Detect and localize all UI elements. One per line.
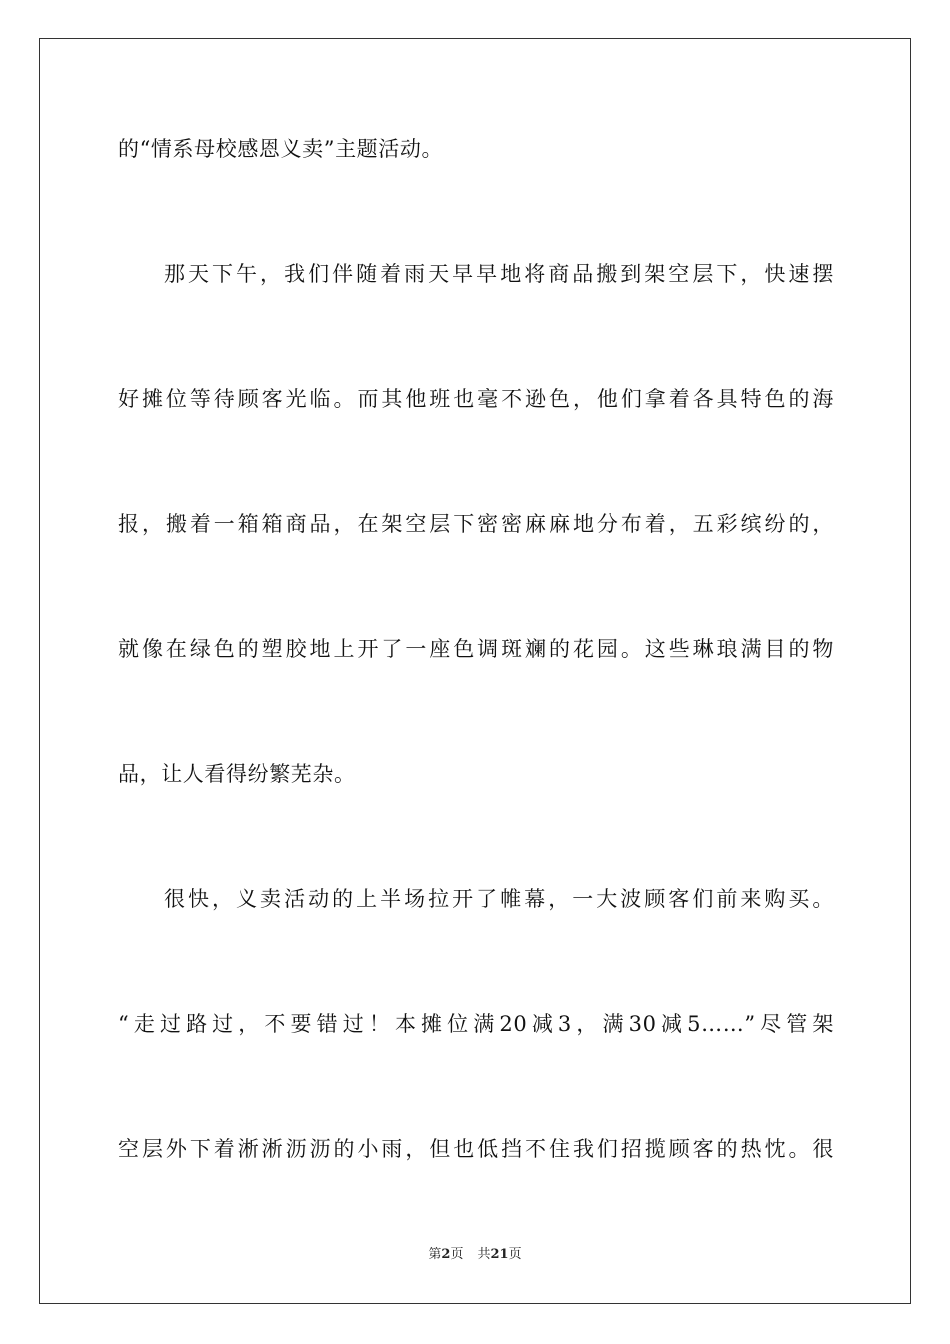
text-line-9: 空层外下着淅淅沥沥的小雨，但也低挡不住我们招揽顾客的热忱。很 <box>118 1137 834 1161</box>
page-prefix: 第 <box>428 1247 442 1262</box>
text-line-6: 品，让人看得纷繁芜杂。 <box>118 762 356 786</box>
text-line-7: 很快，义卖活动的上半场拉开了帷幕，一大波顾客们前来购买。 <box>164 887 834 911</box>
page-number: 2 <box>441 1247 451 1262</box>
page-suffix: 页 <box>450 1247 464 1262</box>
text-line-4: 报，搬着一箱箱商品，在架空层下密密麻麻地分布着，五彩缤纷的， <box>118 512 834 536</box>
text-line-2: 那天下午，我们伴随着雨天早早地将商品搬到架空层下，快速摆 <box>164 262 834 286</box>
text-line-1: 的“情系母校感恩义卖”主题活动。 <box>118 137 444 161</box>
page-frame <box>39 38 911 1304</box>
page-footer <box>0 1246 950 1264</box>
total-prefix: 共 <box>477 1247 491 1262</box>
total-pages: 21 <box>490 1247 509 1262</box>
text-line-8: “走过路过，不要错过！本摊位满20减3，满30减5……”尽管架 <box>118 1012 834 1036</box>
text-line-5: 就像在绿色的塑胶地上开了一座色调斑斓的花园。这些琳琅满目的物 <box>118 637 834 661</box>
text-line-3: 好摊位等待顾客光临。而其他班也毫不逊色，他们拿着各具特色的海 <box>118 387 834 411</box>
total-suffix: 页 <box>508 1247 522 1262</box>
